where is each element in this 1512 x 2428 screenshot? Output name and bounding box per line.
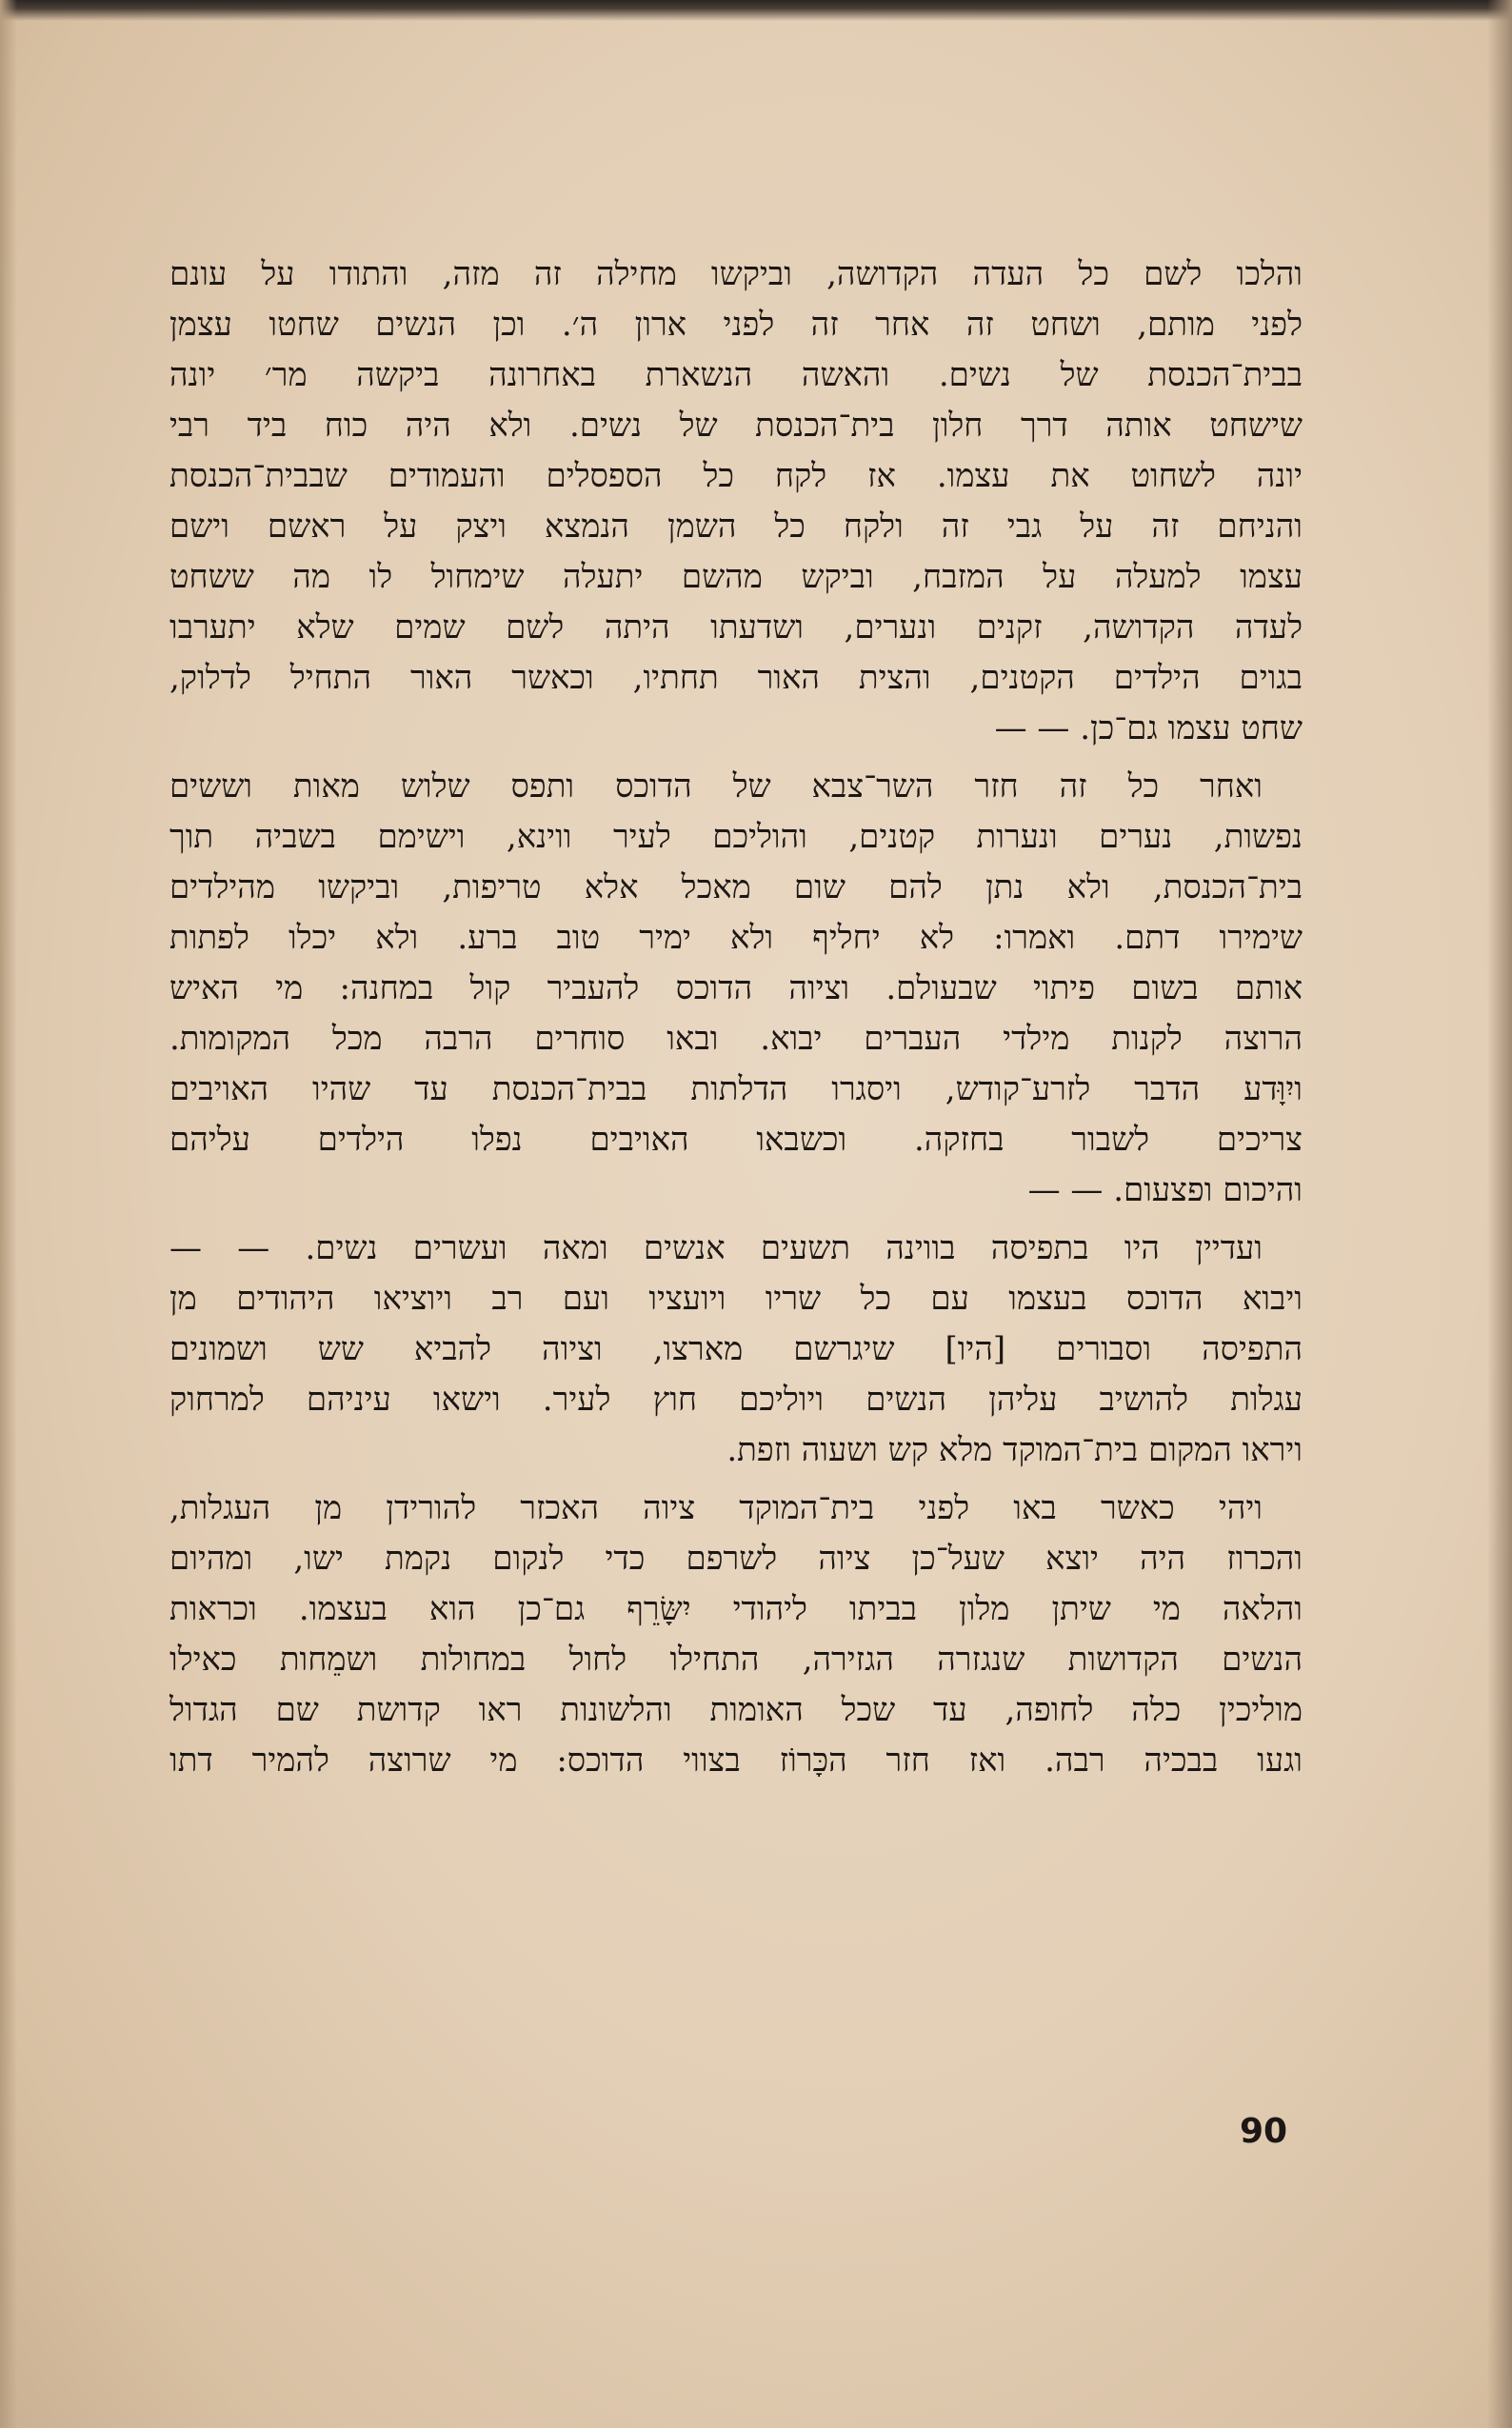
body-text	[169, 249, 1303, 1794]
text-line: שימירו דתם. ואמרו: לא יחליף ולא ימיר טוב ברע. ולא יכלו לפתות	[169, 919, 1303, 957]
text-line: ויבוא הדוכס בעצמו עם כל שריו ויועציו ועם רב ויוציאו היהודים מן	[169, 1280, 1303, 1318]
text-line: נפשות, נערים ונערות קטנים, והוליכם לעיר ווינא, וישימם בשביה תוך	[169, 818, 1303, 856]
paragraph-2	[169, 762, 1303, 1216]
text-line: לעדה הקדושה, זקנים ונערים, ושדעתו היתה לשם שמים שלא יתערבו	[169, 608, 1303, 647]
text-line: והיכום ופצעום. — —	[1027, 1171, 1303, 1209]
text-line: שישחט אותה דרך חלון בית־הכנסת של נשים. ולא היה כוח ביד רבי	[169, 407, 1303, 445]
text-line: בית־הכנסת, ולא נתן להם שום מאכל אלא טריפות, וביקשו מהילדים	[169, 868, 1303, 906]
page-number: 90	[1240, 2112, 1288, 2151]
text-line: והלכו לשם כל העדה הקדושה, וביקשו מחילה זה מזה, והתודו על עונם	[169, 255, 1303, 293]
text-line: צריכים לשבור בחזקה. וכשבאו האויבים נפלו הילדים עליהם	[169, 1121, 1303, 1159]
paragraph-1	[169, 249, 1303, 754]
text-line: והלאה מי שיתן מלון בביתו ליהודי יִשָּׂרֵף גם־כן הוא בעצמו. וכראות	[169, 1590, 1303, 1628]
text-line: ויִוָּדע הדבר לזרע־קודש, ויסגרו הדלתות בבית־הכנסת עד שהיו האויבים	[169, 1070, 1303, 1108]
text-line: והניחם זה על גבי זה ולקח כל השמן הנמצא ויצק על ראשם וישם	[169, 507, 1303, 546]
text-line: ויהי כאשר באו לפני בית־המוקד ציוה האכזר להורידן מן העגלות,	[169, 1489, 1263, 1527]
text-line: התפיסה וסבורים [היו] שיגרשם מארצו, וציוה להביא שש ושמונים	[169, 1330, 1303, 1368]
text-line: עצמו למעלה על המזבח, וביקש מהשם יתעלה שימחול לו מה ששחט	[169, 558, 1303, 596]
text-line: שחט עצמו גם־כן. — —	[994, 709, 1303, 747]
text-line: בבית־הכנסת של נשים. והאשה הנשארת באחרונה ביקשה מר׳ יונה	[169, 356, 1303, 394]
text-line: וגעו בבכיה רבה. ואז חזר הכָּרוֹז בצווי הדוכס: מי שרוצה להמיר דתו	[169, 1741, 1303, 1780]
text-line: ואחר כל זה חזר השר־צבא של הדוכס ותפס שלוש מאות וששים	[169, 767, 1263, 806]
page-top-edge-shadow	[0, 0, 1512, 21]
paragraph-4	[169, 1483, 1303, 1786]
text-line: ויראו המקום בית־המוקד מלא קש ושעוה וזפת.	[726, 1431, 1303, 1469]
paragraph-3	[169, 1224, 1303, 1476]
text-line: ועדיין היו בתפיסה בווינה תשעים אנשים ומאה ועשרים נשים. — —	[169, 1229, 1263, 1267]
text-line: יונה לשחוט את עצמו. אז לקח כל הספסלים והעמודים שבבית־הכנסת	[169, 457, 1303, 495]
page-right-edge-shadow	[1487, 0, 1512, 2428]
text-line: עגלות להושיב עליהן הנשים ויוליכם חוץ לעיר. וישאו עיניהם למרחוק	[169, 1381, 1303, 1419]
page-left-edge-shadow	[0, 0, 17, 2428]
text-line: בגוים הילדים הקטנים, והצית האור תחתיו, וכאשר האור התחיל לדלוק,	[169, 659, 1303, 697]
text-line: הנשים הקדושות שנגזרה הגזירה, התחילו לחול במחולות ושמֵחות כאילו	[169, 1641, 1303, 1679]
text-line: הרוצה לקנות מילדי העברים יבוא. ובאו סוחרים הרבה מכל המקומות.	[169, 1020, 1303, 1058]
text-line: אותם בשום פיתוי שבעולם. וציוה הדוכס להעביר קול במחנה: מי האיש	[169, 969, 1303, 1007]
text-line: והכרוז היה יוצא שעל־כן ציוה לשרפם כדי לנקום נקמת ישו, ומהיום	[169, 1540, 1303, 1578]
text-line: מוליכין כלה לחופה, עד שכל האומות והלשונות ראו קדושת שם הגדול	[169, 1691, 1303, 1729]
text-line: לפני מותם, ושחט זה אחר זה לפני ארון ה׳. וכן הנשים שחטו עצמן	[169, 306, 1303, 344]
